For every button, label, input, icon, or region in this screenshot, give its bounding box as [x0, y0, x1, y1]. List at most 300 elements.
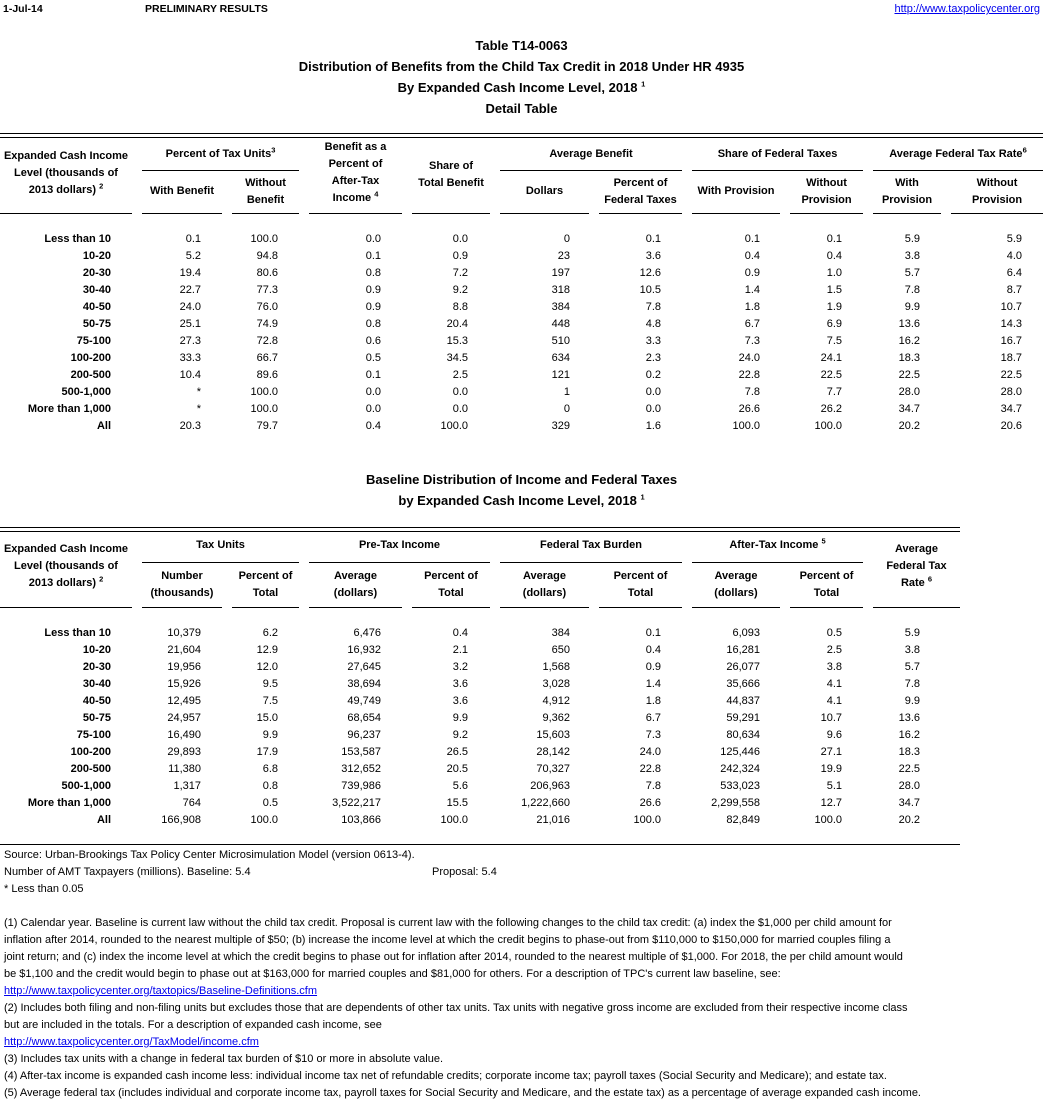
tpc-link[interactable]: http://www.taxpolicycenter.org	[894, 3, 1040, 15]
header-rule	[951, 213, 1043, 214]
col-group-pct-tax-units: Percent of Tax Units$^3$	[165, 145, 276, 160]
table-cell: 7.8	[645, 780, 661, 792]
row-label: 100-200	[70, 352, 111, 364]
row-label: 200-500	[70, 763, 111, 775]
header-rule	[309, 213, 402, 214]
table-cell: 13.6	[898, 318, 920, 330]
header-rule	[500, 607, 589, 608]
table-cell: 764	[182, 797, 201, 809]
table-cell: 35,666	[726, 678, 760, 690]
table-cell: 26.2	[820, 403, 842, 415]
table-cell: 0.9	[452, 250, 468, 262]
header-rule	[142, 213, 222, 214]
table-cell: 0.4	[365, 420, 381, 432]
col-income-level: Expanded Cash Income Level (thousands of 2013 dollars) $^2$	[3, 150, 129, 196]
table-cell: 26.5	[446, 746, 468, 758]
table-cell: 329	[551, 420, 570, 432]
footnote-1d: be $1,100 and the credit would begin to phase out at $163,000 for married couples and $81,000 for others. For a description of TPC's current law baseline, see:	[4, 968, 781, 980]
table-cell: 4.8	[645, 318, 661, 330]
table-cell: 34.7	[898, 403, 920, 415]
table-cell: 0.0	[452, 403, 468, 415]
table-cell: 0.5	[365, 352, 381, 364]
table-cell: 29,893	[167, 746, 201, 758]
header-rule	[232, 213, 299, 214]
table-cell: 9.2	[452, 729, 468, 741]
col-avg-fed-rate: Average Federal Tax Rate $^6$	[886, 543, 947, 589]
table-cell: 74.9	[256, 318, 278, 330]
table-cell: 0.0	[365, 386, 381, 398]
asterisk-note: * Less than 0.05	[4, 883, 84, 895]
table-cell: 27.3	[179, 335, 201, 347]
header-rule	[692, 213, 780, 214]
table-cell: 3.6	[452, 678, 468, 690]
table-cell: 20.3	[179, 420, 201, 432]
table-cell: 80.6	[256, 267, 278, 279]
table-cell: 70,327	[536, 763, 570, 775]
header-rule	[412, 213, 490, 214]
table-cell: 28.0	[898, 780, 920, 792]
table-cell: 6.9	[826, 318, 842, 330]
table-cell: 1.4	[645, 678, 661, 690]
table-cell: 3.6	[452, 695, 468, 707]
table-cell: 0.9	[365, 301, 381, 313]
col-burden-avg: Average (dollars)	[522, 570, 567, 599]
table-cell: 18.3	[898, 746, 920, 758]
table-cell: 10,379	[167, 627, 201, 639]
table-cell: 16.2	[898, 729, 920, 741]
table-cell: 103,866	[341, 814, 381, 826]
table-cell: 22.8	[738, 369, 760, 381]
header-rule	[0, 607, 132, 608]
col-income-level: Expanded Cash Income Level (thousands of 2013 dollars) $^2$	[3, 543, 129, 589]
table-cell: 8.8	[452, 301, 468, 313]
table-cell: 33.3	[179, 352, 201, 364]
col-with-provision: With Provision	[697, 185, 775, 197]
row-label: 30-40	[82, 284, 111, 296]
table-cell: 7.3	[744, 335, 760, 347]
table-cell: 12.0	[256, 661, 278, 673]
header-rule	[790, 607, 863, 608]
table-cell: 96,237	[347, 729, 381, 741]
header-rule	[873, 213, 941, 214]
table-cell: 21,604	[167, 644, 201, 656]
table-cell: 5.9	[1006, 233, 1022, 245]
table-cell: 4.1	[826, 678, 842, 690]
table-cell: 4,912	[542, 695, 570, 707]
table-cell: 28.0	[1000, 386, 1022, 398]
table-cell: 24.0	[639, 746, 661, 758]
table-cell: 38,694	[347, 678, 381, 690]
table-cell: 5.2	[185, 250, 201, 262]
table-cell: 17.9	[256, 746, 278, 758]
col-with-benefit: With Benefit	[149, 185, 215, 197]
table-cell: 0	[563, 233, 570, 245]
table-cell: 3,522,217	[332, 797, 381, 809]
table-cell: 7.5	[262, 695, 278, 707]
table-cell: 2.5	[452, 369, 468, 381]
table-cell: 4.1	[826, 695, 842, 707]
table-cell: 21,016	[536, 814, 570, 826]
table-cell: 1,222,660	[521, 797, 570, 809]
table-cell: 6.2	[262, 627, 278, 639]
table-cell: 5.7	[904, 267, 920, 279]
col-pretax-pct: Percent of Total	[424, 570, 478, 599]
table-title: Distribution of Benefits from the Child Tax Credit in 2018 Under HR 4935	[298, 59, 745, 74]
row-label: 200-500	[70, 369, 111, 381]
table-id: Table T14-0063	[475, 38, 568, 53]
row-label: 30-40	[82, 678, 111, 690]
table-cell: 3.8	[904, 644, 920, 656]
table-cell: 1.0	[826, 267, 842, 279]
table-cell: 20.5	[446, 763, 468, 775]
table-cell: 0.1	[826, 233, 842, 245]
table-cell: 10.7	[1000, 301, 1022, 313]
table-cell: 0.4	[452, 627, 468, 639]
baseline-definitions-link[interactable]: http://www.taxpolicycenter.org/taxtopics/Baseline-Definitions.cfm	[4, 985, 318, 997]
header-rule	[142, 607, 222, 608]
group-rule	[142, 562, 299, 563]
table-cell: 1.8	[744, 301, 760, 313]
report-date: 1-Jul-14	[3, 3, 43, 15]
header-rule	[0, 213, 132, 214]
col-group-avg-benefit: Average Benefit	[549, 148, 633, 160]
table-cell: 24.0	[738, 352, 760, 364]
table-cell: 22.7	[179, 284, 201, 296]
col-without-provision: Without Provision	[801, 177, 852, 206]
table-cell: 153,587	[341, 746, 381, 758]
row-label: 50-75	[82, 318, 111, 330]
table-cell: 1.4	[744, 284, 760, 296]
table-cell: 16.7	[1000, 335, 1022, 347]
footnote-5: (5) Average federal tax (includes individual and corporate income tax, payroll taxes for Social Security and Medicare, and the estate tax) as a percentage of average expanded cash income.	[4, 1087, 921, 1099]
row-label: More than 1,000	[27, 797, 111, 809]
table-cell: 15.3	[446, 335, 468, 347]
table-cell: 100.0	[250, 386, 278, 398]
table-cell: 34.7	[1000, 403, 1022, 415]
footnote-1-link-row	[4, 983, 1043, 1000]
table-cell: 100.0	[250, 403, 278, 415]
baseline-subtitle: by Expanded Cash Income Level, 2018 $^1$	[398, 492, 645, 508]
table-cell: 1.6	[645, 420, 661, 432]
table-cell: 650	[551, 644, 570, 656]
table-cell: 0.6	[365, 335, 381, 347]
table-cell: 6.7	[744, 318, 760, 330]
table-cell: 2.5	[826, 644, 842, 656]
table-cell: 2.1	[452, 644, 468, 656]
table-cell: 3.8	[904, 250, 920, 262]
row-label: 75-100	[76, 335, 111, 347]
table-cell: 7.5	[826, 335, 842, 347]
table-cell: 12.7	[820, 797, 842, 809]
col-number: Number (thousands)	[150, 570, 214, 599]
table-cell: 8.7	[1006, 284, 1022, 296]
table-cell: 5.6	[452, 780, 468, 792]
header-rule	[500, 213, 589, 214]
group-rule	[142, 170, 299, 171]
table-cell: 22.5	[1000, 369, 1022, 381]
table-cell: 318	[551, 284, 570, 296]
table-cell: 6.4	[1006, 267, 1022, 279]
row-label: 500-1,000	[61, 386, 111, 398]
table-cell: 7.2	[452, 267, 468, 279]
table-cell: 77.3	[256, 284, 278, 296]
table-cell: 44,837	[726, 695, 760, 707]
group-rule	[692, 170, 863, 171]
table-cell: 16,281	[726, 644, 760, 656]
table-cell: 13.6	[898, 712, 920, 724]
table-cell: 20.2	[898, 814, 920, 826]
table-cell: 15,926	[167, 678, 201, 690]
table-cell: 9.6	[826, 729, 842, 741]
table-cell: 25.1	[179, 318, 201, 330]
table-cell: 1.5	[826, 284, 842, 296]
table-cell: 12,495	[167, 695, 201, 707]
table-cell: 3.8	[826, 661, 842, 673]
footnote-3: (3) Includes tax units with a change in federal tax burden of $10 or more in absolute value.	[4, 1053, 444, 1065]
table-cell: 26.6	[738, 403, 760, 415]
group-rule	[309, 562, 490, 563]
table-cell: 0.1	[365, 369, 381, 381]
income-definition-link[interactable]: http://www.taxpolicycenter.org/TaxModel/income.cfm	[4, 1036, 259, 1048]
table-cell: 24,957	[167, 712, 201, 724]
col-aftertax-avg: Average (dollars)	[714, 570, 758, 599]
table-cell: 5.9	[904, 233, 920, 245]
double-rule	[0, 527, 960, 532]
table-cell: 3.6	[645, 250, 661, 262]
table-cell: 1.9	[826, 301, 842, 313]
row-label: 50-75	[82, 712, 111, 724]
table-cell: 2.3	[645, 352, 661, 364]
col-without-provision-rate: Without Provision	[971, 177, 1023, 206]
row-label: Less than 10	[44, 627, 111, 639]
table-cell: 6.8	[262, 763, 278, 775]
table-cell: 22.5	[820, 369, 842, 381]
table-cell: 15.0	[256, 712, 278, 724]
table-cell: 197	[551, 267, 570, 279]
table-cell: 10.5	[639, 284, 661, 296]
table-cell: 0.0	[645, 403, 661, 415]
table-cell: 0.0	[365, 403, 381, 415]
table-cell: 0.8	[365, 267, 381, 279]
footnote-1a: (1) Calendar year. Baseline is current law without the child tax credit. Proposal is current law with the following changes to the child tax credit: (a) index the $1,000 per child amount for	[4, 917, 892, 929]
table-cell: 24.1	[820, 352, 842, 364]
table-cell: 0.1	[185, 233, 201, 245]
table-cell: 3.2	[452, 661, 468, 673]
table-cell: 0.0	[452, 233, 468, 245]
table-cell: 49,749	[347, 695, 381, 707]
table-cell: 66.7	[256, 352, 278, 364]
top-bar	[0, 3, 1043, 17]
table-cell: 12.9	[256, 644, 278, 656]
table-cell: 9.9	[904, 695, 920, 707]
table-cell: 0.4	[826, 250, 842, 262]
group-rule	[873, 170, 1043, 171]
row-label: More than 1,000	[27, 403, 111, 415]
table-cell: 82,849	[726, 814, 760, 826]
table-cell: 9,362	[542, 712, 570, 724]
col-aftertax-pct: Percent of Total	[799, 570, 854, 599]
table-cell: 206,963	[530, 780, 570, 792]
table-cell: 100.0	[250, 814, 278, 826]
table-cell: 1,568	[542, 661, 570, 673]
table-cell: 22.5	[898, 763, 920, 775]
preliminary-label: PRELIMINARY RESULTS	[145, 3, 268, 15]
row-label: 10-20	[82, 644, 111, 656]
table-cell: 5.7	[904, 661, 920, 673]
row-label: All	[96, 814, 111, 826]
table-cell: 0.0	[645, 386, 661, 398]
col-burden-pct: Percent of Total	[613, 570, 668, 599]
table-cell: 7.7	[826, 386, 842, 398]
table-cell: 3,028	[542, 678, 570, 690]
col-group-share-fed-taxes: Share of Federal Taxes	[717, 148, 838, 160]
table-cell: 0.1	[645, 627, 661, 639]
footnote-2a: (2) Includes both filing and non-filing units but excludes those that are dependents of other tax units. Tax units with negative gross income are excluded from their respective income class	[4, 1002, 908, 1014]
table-cell: 89.6	[256, 369, 278, 381]
col-group-avg-fed-rate: Average Federal Tax Rate$^6$	[889, 145, 1027, 160]
table-cell: 11,380	[168, 763, 201, 775]
footnote-2b: but are included in the totals. For a description of expanded cash income, see	[4, 1019, 382, 1031]
header-rule	[599, 607, 682, 608]
table-cell: 0.0	[365, 233, 381, 245]
table-cell: 28,142	[536, 746, 570, 758]
table-cell: 94.8	[256, 250, 278, 262]
table-cell: 22.5	[898, 369, 920, 381]
table-cell: 7.8	[904, 678, 920, 690]
row-label: All	[96, 420, 111, 432]
table-cell: 18.7	[1000, 352, 1022, 364]
table-cell: 0.5	[826, 627, 842, 639]
group-rule	[500, 562, 682, 563]
col-group-aftertax: After-Tax Income $^5$	[729, 536, 826, 551]
header-rule	[412, 607, 490, 608]
table-cell: 0.5	[262, 797, 278, 809]
table-cell: 0.2	[645, 369, 661, 381]
table-cell: 79.7	[256, 420, 278, 432]
table-cell: 12.6	[639, 267, 661, 279]
col-benefit-pct-aftertax: Benefit as a Percent of After-Tax Income $^4$	[324, 141, 387, 204]
source-note: Source: Urban-Brookings Tax Policy Center Microsimulation Model (version 0613-4).	[4, 849, 415, 861]
table-cell: 16,932	[347, 644, 381, 656]
table-cell: 72.8	[256, 335, 278, 347]
table-cell: 59,291	[726, 712, 760, 724]
table-cell: 0.1	[365, 250, 381, 262]
table-cell: 0.0	[452, 386, 468, 398]
table-cell: 100.0	[814, 420, 842, 432]
amt-note: Number of AMT Taxpayers (millions). Baseline: 5.4 Proposal: 5.4	[4, 866, 497, 878]
table-cell: 26.6	[639, 797, 661, 809]
table-cell: 16,490	[167, 729, 201, 741]
group-rule	[692, 562, 863, 563]
row-label: Less than 10	[44, 233, 111, 245]
table-cell: 6,093	[732, 627, 760, 639]
table-bottom-rule	[0, 844, 960, 845]
table-cell: 100.0	[633, 814, 661, 826]
table-cell: 24.0	[179, 301, 201, 313]
table-cell: 634	[551, 352, 570, 364]
header-rule	[232, 607, 299, 608]
footnote-1c: joint return; and (c) index the income level at which the credit begins to phase out for inflation after 2014, rounded to the nearest multiple of $1,000. For 2018, the per child amount would	[4, 951, 903, 963]
table-cell: 0.1	[744, 233, 760, 245]
table-cell: 10.7	[820, 712, 842, 724]
table-cell: 34.7	[898, 797, 920, 809]
table-cell: 1	[563, 386, 570, 398]
table-cell: 1.8	[645, 695, 661, 707]
table-cell: 80,634	[726, 729, 760, 741]
table-cell: 0.9	[365, 284, 381, 296]
table-cell: 1,317	[173, 780, 201, 792]
table-cell: 18.3	[898, 352, 920, 364]
col-pct-fed-taxes: Percent of Federal Taxes	[604, 177, 677, 206]
col-pretax-avg: Average (dollars)	[333, 570, 378, 599]
table-cell: 19.4	[179, 267, 201, 279]
table-cell: 34.5	[446, 352, 468, 364]
table-cell: 7.8	[645, 301, 661, 313]
table-cell: 121	[551, 369, 570, 381]
table-cell: 28.0	[898, 386, 920, 398]
table-cell: 448	[551, 318, 570, 330]
table-cell: 20.6	[1000, 420, 1022, 432]
table-cell: 10.4	[179, 369, 201, 381]
col-share-total-benefit: Share of Total Benefit	[418, 160, 484, 189]
table-cell: 9.5	[262, 678, 278, 690]
footnote-2-link-row	[4, 1034, 1043, 1051]
table-cell: 19.9	[820, 763, 842, 775]
detail-table-label: Detail Table	[485, 101, 558, 116]
row-label: 20-30	[82, 661, 111, 673]
table-cell: 0.9	[744, 267, 760, 279]
table-cell: 384	[551, 627, 570, 639]
table-cell: 0.8	[262, 780, 278, 792]
table-cell: 7.8	[744, 386, 760, 398]
footnote-1b: inflation after 2014, rounded to the nearest multiple of $50; (b) increase the income level at which the credit begins to phase-out from $110,000 to $150,000 for married couples filing a	[4, 934, 891, 946]
row-label: 10-20	[82, 250, 111, 262]
table-cell: 5.1	[826, 780, 842, 792]
table-cell: 7.3	[645, 729, 661, 741]
group-rule	[500, 170, 682, 171]
col-group-fed-burden: Federal Tax Burden	[540, 539, 642, 551]
table-cell: 100.0	[440, 814, 468, 826]
header-rule	[873, 607, 960, 608]
table-cell: 0	[563, 403, 570, 415]
header-rule	[692, 607, 780, 608]
table-cell: 100.0	[732, 420, 760, 432]
table-cell: *	[196, 403, 201, 415]
col-dollars: Dollars	[525, 185, 564, 197]
col-without-benefit: Without Benefit	[245, 177, 286, 206]
footnote-4: (4) After-tax income is expanded cash income less: individual income tax net of refundable credits; corporate income tax; payroll taxes (Social Security and Medicare); and estate tax.	[4, 1070, 887, 1082]
table-cell: 22.8	[639, 763, 661, 775]
table-cell: 7.8	[904, 284, 920, 296]
col-group-tax-units: Tax Units	[196, 539, 245, 551]
table-cell: 23	[557, 250, 570, 262]
table-cell: 9.9	[262, 729, 278, 741]
row-label: 75-100	[76, 729, 111, 741]
row-label: 100-200	[70, 746, 111, 758]
table-cell: 0.1	[645, 233, 661, 245]
table-cell: 4.0	[1006, 250, 1022, 262]
table-subtitle: By Expanded Cash Income Level, 2018 $^1$	[397, 79, 646, 95]
row-label: 40-50	[82, 695, 111, 707]
double-rule	[0, 133, 1043, 138]
table-cell: 0.9	[645, 661, 661, 673]
table-cell: 533,023	[720, 780, 760, 792]
table-cell: 9.9	[452, 712, 468, 724]
table-cell: 100.0	[814, 814, 842, 826]
col-with-provision-rate: With Provision	[881, 177, 933, 206]
header-rule	[790, 213, 863, 214]
table-cell: 9.9	[904, 301, 920, 313]
